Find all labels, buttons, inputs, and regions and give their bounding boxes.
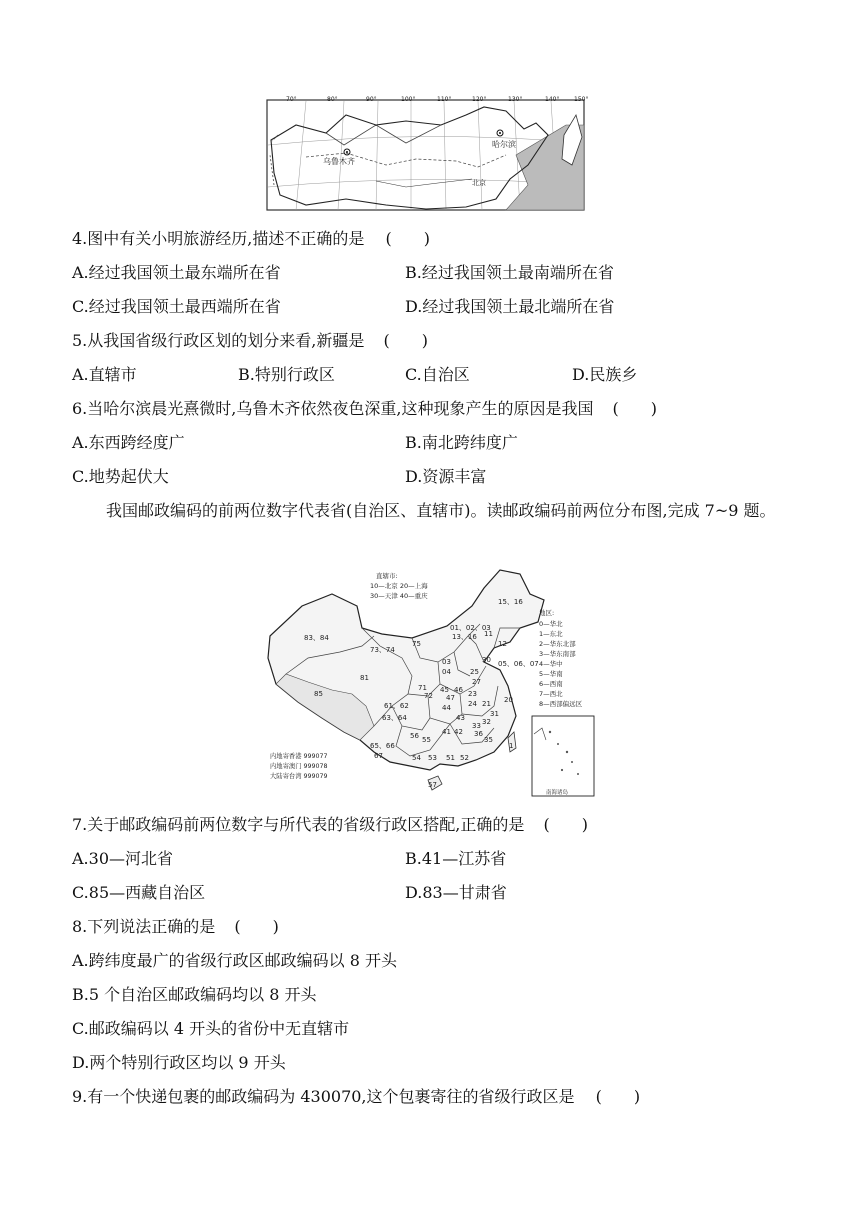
q9-stem-text: 9.有一个快递包裹的邮政编码为 430070,这个包裹寄往的省级行政区是 bbox=[72, 1087, 575, 1106]
q4-answer-blank: ( ) bbox=[385, 229, 430, 248]
q8-answer-blank: ( ) bbox=[234, 917, 279, 936]
code-56: 56 bbox=[410, 732, 419, 740]
code-42: 42 bbox=[454, 728, 463, 736]
q6-answer-blank: ( ) bbox=[612, 399, 658, 418]
municipality-line-1: 10—北京 20—上海 bbox=[370, 582, 428, 590]
lon-120: 120° bbox=[472, 96, 487, 103]
code-1: 1 bbox=[509, 742, 514, 750]
region-5: 5—华南 bbox=[539, 670, 563, 678]
q6-option-c: C.地势起伏大 bbox=[72, 467, 169, 486]
q5-stem-text: 5.从我国省级行政区划的划分来看,新疆是 bbox=[72, 331, 365, 350]
lon-90: 90° bbox=[366, 96, 377, 103]
code-15-16: 15、16 bbox=[498, 598, 523, 606]
code-67: 67 bbox=[374, 752, 383, 760]
postal-code-map bbox=[262, 566, 602, 798]
lon-150: 150° bbox=[574, 96, 589, 103]
note-tw: 大陆寄台湾 999079 bbox=[270, 773, 328, 780]
municipality-line-2: 30—天津 40—重庆 bbox=[370, 592, 428, 600]
code-54: 54 bbox=[412, 754, 421, 762]
code-72: 72 bbox=[424, 692, 433, 700]
region-title: 地区: bbox=[539, 609, 555, 617]
code-85: 85 bbox=[314, 690, 323, 698]
code-61-62: 61、62 bbox=[384, 702, 409, 710]
code-13-16: 13、16 bbox=[452, 633, 477, 641]
region-0: 0—华北 bbox=[539, 620, 563, 628]
code-01-02-03: 01、02、03 bbox=[450, 624, 491, 632]
region-6: 6—西南 bbox=[539, 680, 563, 688]
code-12: 12 bbox=[498, 640, 507, 648]
code-03: 03 bbox=[442, 658, 451, 666]
code-47: 47 bbox=[446, 694, 455, 702]
q7-stem bbox=[72, 815, 588, 835]
q4-option-d: D.经过我国领土最北端所在省 bbox=[405, 297, 615, 316]
q4-option-c: C.经过我国领土最西端所在省 bbox=[72, 297, 281, 316]
code-75: 75 bbox=[412, 640, 421, 648]
code-45: 45 bbox=[440, 686, 449, 694]
q6-stem bbox=[72, 399, 657, 419]
q6-option-a: A.东西跨经度广 bbox=[72, 433, 185, 452]
q5-option-a: A.直辖市 bbox=[72, 365, 137, 384]
lon-100: 100° bbox=[401, 96, 416, 103]
q8-stem bbox=[72, 917, 279, 937]
region-8: 8—西部偏远区 bbox=[539, 700, 583, 708]
code-33: 33 bbox=[472, 722, 481, 730]
code-05-06-07: 05、06、07 bbox=[498, 660, 539, 668]
q4-stem bbox=[72, 229, 430, 249]
q7-answer-blank: ( ) bbox=[543, 815, 588, 834]
code-51: 51 bbox=[446, 754, 455, 762]
code-32: 32 bbox=[482, 718, 491, 726]
note-mo: 内地寄澳门 999078 bbox=[270, 763, 328, 770]
code-23: 23 bbox=[468, 690, 477, 698]
q5-option-b: B.特别行政区 bbox=[238, 365, 335, 384]
q7-stem-text: 7.关于邮政编码前两位数字与所代表的省级行政区搭配,正确的是 bbox=[72, 815, 525, 834]
q4-option-a: A.经过我国领土最东端所在省 bbox=[72, 263, 281, 282]
q5-option-c: C.自治区 bbox=[405, 365, 470, 384]
q8-option-a: A.跨纬度最广的省级行政区邮政编码以 8 开头 bbox=[72, 951, 397, 970]
code-55: 55 bbox=[422, 736, 431, 744]
region-2: 2—华东北部 bbox=[539, 640, 576, 648]
q9-answer-blank: ( ) bbox=[595, 1087, 641, 1106]
code-04: 04 bbox=[442, 668, 451, 676]
q4-option-b: B.经过我国领土最南端所在省 bbox=[405, 263, 614, 282]
q7-option-d: D.83—甘肃省 bbox=[405, 883, 507, 902]
code-30: 30 bbox=[482, 656, 491, 664]
lon-80: 80° bbox=[327, 96, 338, 103]
lon-110: 110° bbox=[437, 96, 452, 103]
code-31: 31 bbox=[490, 710, 499, 718]
code-63-64: 63、64 bbox=[382, 714, 407, 722]
lon-70: 70° bbox=[286, 96, 297, 103]
q8-option-b: B.5 个自治区邮政编码均以 8 开头 bbox=[72, 985, 317, 1004]
code-41: 41 bbox=[442, 728, 451, 736]
q5-answer-blank: ( ) bbox=[383, 331, 428, 350]
code-71: 71 bbox=[418, 684, 427, 692]
q7-option-b: B.41—江苏省 bbox=[405, 849, 507, 868]
q6-stem-text: 6.当哈尔滨晨光熹微时,乌鲁木齐依然夜色深重,这种现象产生的原因是我国 bbox=[72, 399, 594, 418]
code-46: 46 bbox=[454, 686, 463, 694]
code-57: 57 bbox=[428, 781, 437, 789]
note-hk: 内地寄香港 999077 bbox=[270, 753, 328, 760]
municipality-title: 直辖市: bbox=[376, 572, 398, 580]
code-24: 24 bbox=[468, 700, 477, 708]
q7-option-c: C.85—西藏自治区 bbox=[72, 883, 206, 902]
code-20: 20 bbox=[504, 696, 513, 704]
q5-option-d: D.民族乡 bbox=[572, 365, 638, 384]
lon-130: 130° bbox=[508, 96, 523, 103]
code-43: 43 bbox=[456, 714, 465, 722]
intro-paragraph: 我国邮政编码的前两位数字代表省(自治区、直辖市)。读邮政编码前两位分布图,完成 7~9 题。 bbox=[106, 501, 776, 520]
code-25: 25 bbox=[470, 668, 479, 676]
q4-stem-text: 4.图中有关小明旅游经历,描述不正确的是 bbox=[72, 229, 365, 248]
q7-option-a: A.30—河北省 bbox=[72, 849, 174, 868]
code-81: 81 bbox=[360, 674, 369, 682]
code-36: 36 bbox=[474, 730, 483, 738]
q6-option-d: D.资源丰富 bbox=[405, 467, 487, 486]
code-27: 27 bbox=[472, 678, 481, 686]
inset-label: 南海诸岛 bbox=[546, 790, 569, 796]
q5-stem bbox=[72, 331, 428, 351]
region-7: 7—西北 bbox=[539, 690, 563, 698]
route-map bbox=[266, 95, 589, 212]
code-83-84: 83、84 bbox=[304, 634, 329, 642]
region-1: 1—东北 bbox=[539, 630, 563, 638]
q8-option-c: C.邮政编码以 4 开头的省份中无直辖市 bbox=[72, 1019, 350, 1038]
code-44: 44 bbox=[442, 704, 451, 712]
city-urumqi: 乌鲁木齐 bbox=[323, 157, 355, 166]
city-beijing: 北京 bbox=[472, 179, 486, 187]
lon-140: 140° bbox=[545, 96, 560, 103]
code-11: 11 bbox=[484, 630, 493, 638]
code-65-66: 65、66 bbox=[370, 742, 395, 750]
region-3: 3—华东南部 bbox=[539, 650, 576, 658]
city-harbin: 哈尔滨 bbox=[492, 140, 516, 149]
q8-option-d: D.两个特别行政区均以 9 开头 bbox=[72, 1053, 286, 1072]
q9-stem bbox=[72, 1087, 640, 1107]
q8-stem-text: 8.下列说法正确的是 bbox=[72, 917, 216, 936]
code-35: 35 bbox=[484, 736, 493, 744]
region-4: 4—华中 bbox=[539, 660, 563, 668]
code-73-74: 73、74 bbox=[370, 646, 395, 654]
code-21: 21 bbox=[482, 700, 491, 708]
q6-option-b: B.南北跨纬度广 bbox=[405, 433, 518, 452]
code-53: 53 bbox=[428, 754, 437, 762]
code-52: 52 bbox=[460, 754, 469, 762]
